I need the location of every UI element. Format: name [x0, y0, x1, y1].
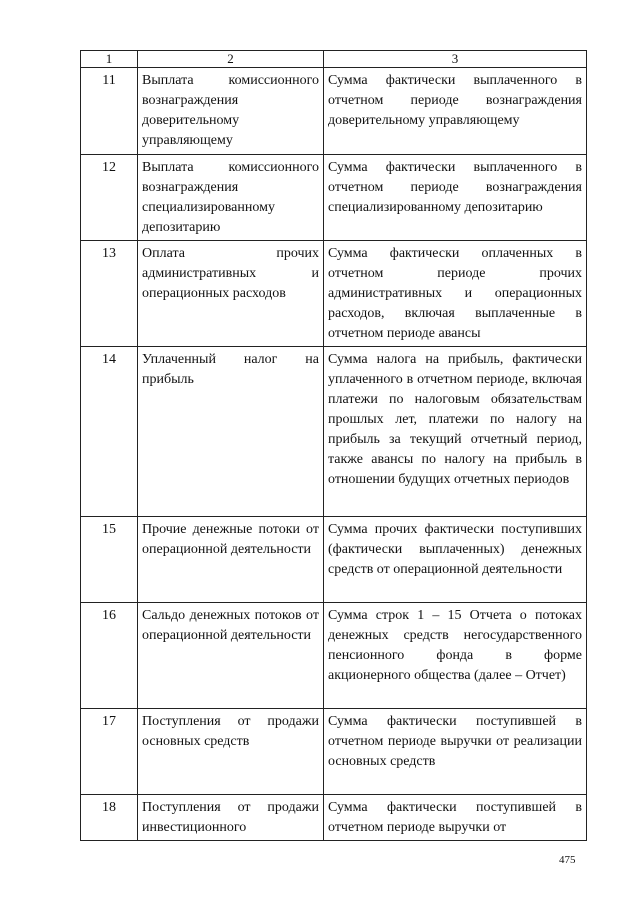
row-indicator-name: Сальдо денежных потоков от операционной деятельности: [138, 603, 324, 709]
row-number: 14: [81, 347, 138, 517]
row-description: Сумма фактически выплаченного в отчетном периоде вознаграждения доверительному управляющему: [324, 68, 587, 155]
table-row: [81, 603, 587, 709]
row-description: Сумма фактически выплаченного в отчетном периоде вознаграждения специализированному депозитарию: [324, 155, 587, 241]
row-description: Сумма строк 1 – 15 Отчета о потоках денежных средств негосударственного пенсионного фонда в форме акционерного общества (далее – Отчет): [324, 603, 587, 709]
row-indicator-name: Выплата комиссионного вознаграждения специализированному депозитарию: [138, 155, 324, 241]
row-description: Сумма фактически оплаченных в отчетном периоде прочих административных и операционных расходов, включая выплаченные в отчетном периоде авансы: [324, 241, 587, 347]
row-indicator-name: Поступления от продажи основных средств: [138, 709, 324, 795]
table-row: [81, 709, 587, 795]
table-row: [81, 795, 587, 841]
row-number: 18: [81, 795, 138, 841]
row-number: 12: [81, 155, 138, 241]
row-description: Сумма прочих фактически поступивших (фактически выплаченных) денежных средств от операционной деятельности: [324, 517, 587, 603]
table-row: [81, 241, 587, 347]
row-description: Сумма фактически поступившей в отчетном периоде выручки от реализации основных средств: [324, 709, 587, 795]
row-number: 16: [81, 603, 138, 709]
row-number: 15: [81, 517, 138, 603]
row-indicator-name: Поступления от продажи инвестиционного: [138, 795, 324, 841]
table-header-row: [81, 51, 587, 68]
cash-flow-definitions-table: [80, 50, 587, 841]
row-indicator-name: Прочие денежные потоки от операционной деятельности: [138, 517, 324, 603]
header-cell-col-2: 2: [138, 51, 324, 68]
row-number: 17: [81, 709, 138, 795]
row-description: Сумма налога на прибыль, фактически уплаченного в отчетном периоде, включая платежи по налоговым обязательствам прошлых лет, платежи по налогу на прибыль за текущий отчетный период, также авансы по налогу на прибыль в отношении будущих отчетных периодов: [324, 347, 587, 517]
row-number: 11: [81, 68, 138, 155]
row-description: Сумма фактически поступившей в отчетном периоде выручки от: [324, 795, 587, 841]
table-row: [81, 517, 587, 603]
page-number: 475: [559, 854, 576, 866]
table-row: [81, 68, 587, 155]
row-indicator-name: Выплата комиссионного вознаграждения доверительному управляющему: [138, 68, 324, 155]
row-number: 13: [81, 241, 138, 347]
row-indicator-name: Уплаченный налог на прибыль: [138, 347, 324, 517]
row-indicator-name: Оплата прочих административных и операционных расходов: [138, 241, 324, 347]
table-row: [81, 347, 587, 517]
header-cell-col-3: 3: [324, 51, 587, 68]
header-cell-col-1: 1: [81, 51, 138, 68]
table-row: [81, 155, 587, 241]
